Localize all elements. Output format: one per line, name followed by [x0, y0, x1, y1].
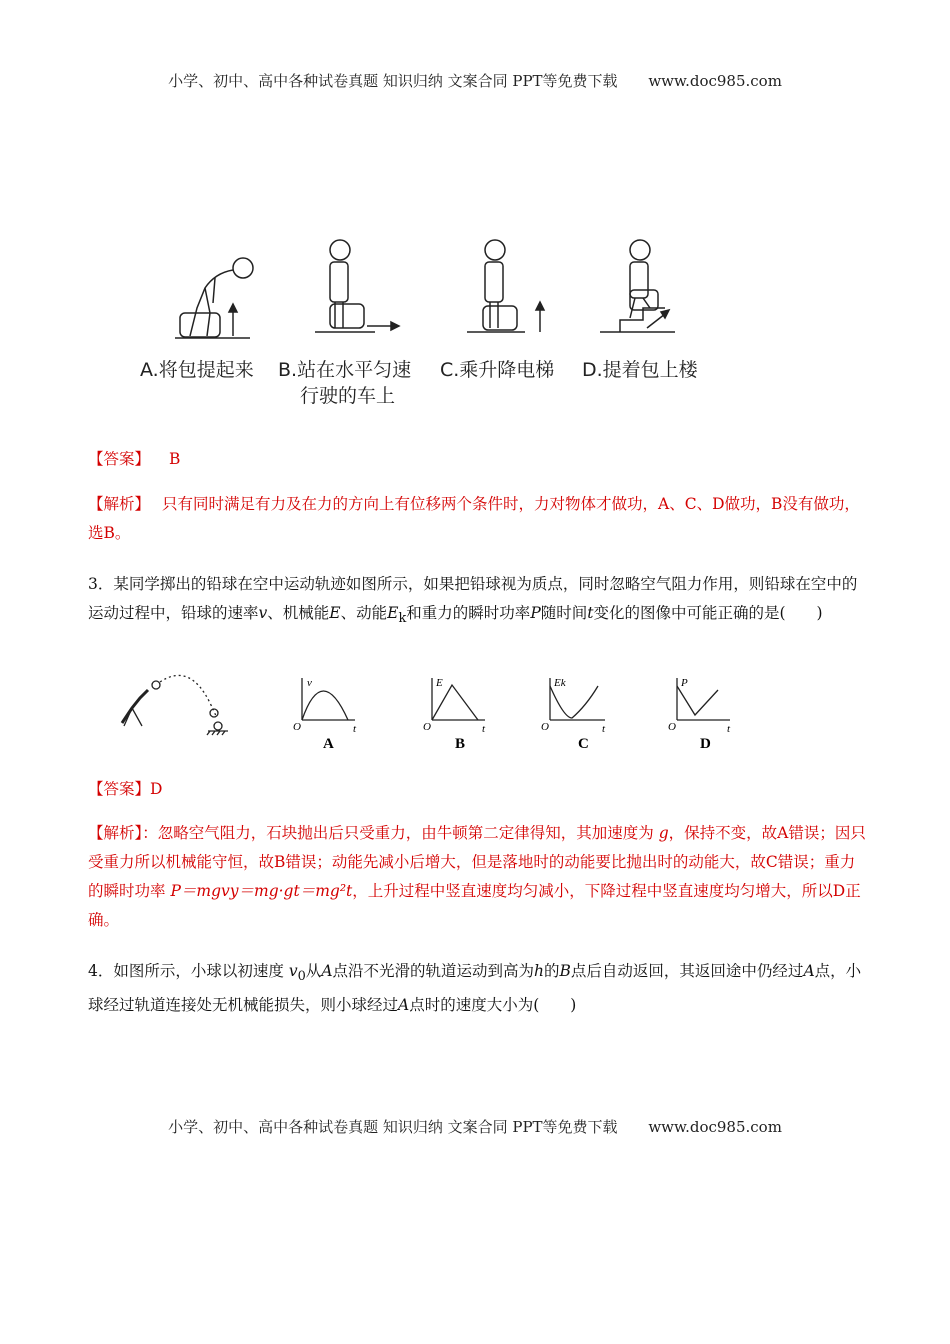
- var-ek: E: [387, 604, 399, 622]
- q3-analysis: [88, 819, 868, 935]
- page-footer: [0, 1116, 950, 1137]
- graph-c-origin: O: [541, 721, 549, 733]
- var-h: h: [534, 962, 545, 980]
- header-site[interactable]: www.doc985.com: [648, 72, 782, 90]
- var-a: A: [803, 962, 815, 980]
- analysis-text: ，保持不变，故A错误；因只受重力所以机械能守恒，故B错误；动能先减小后增大，但是落地时的动能要比抛出时的动能大，故C错误；重力的瞬时功率: [88, 824, 866, 900]
- analysis-text: 忽略空气阻力，石块抛出后只受重力，由牛顿第二定律得知，其加速度为: [157, 824, 659, 842]
- q4-text: 点时的速度大小为( ): [409, 996, 577, 1015]
- footer-site[interactable]: www.doc985.com: [648, 1118, 782, 1136]
- var-a: A: [398, 996, 410, 1015]
- analysis-text: 只有同时满足有力及在力的方向上有位移两个条件时，力对物体才做功，A、C、D做功，B没有做功，选B。: [88, 495, 860, 542]
- var-v0-sub: 0: [297, 969, 306, 985]
- q3-figures: [110, 668, 760, 758]
- graph-d-label: D: [700, 736, 711, 752]
- q4-text: 从: [305, 962, 322, 980]
- graph-b-ylabel: E: [436, 677, 443, 689]
- q3-text: 随时间: [540, 604, 588, 622]
- page-header: [0, 70, 950, 91]
- q4-text: 点，小球经过轨道连接处无机械能损失，则小球经过: [88, 962, 862, 1015]
- q4-text: 点沿不光滑的轨道运动到高为: [332, 962, 535, 980]
- graph-c-ylabel: Ek: [554, 677, 566, 689]
- figure-d-stairs: [600, 240, 675, 332]
- footer-text: 小学、初中、高中各种试卷真题 知识归纳 文案合同 PPT等免费下载: [168, 1118, 618, 1136]
- graph-a-label: A: [323, 736, 334, 752]
- graph-d-origin: O: [668, 721, 676, 733]
- graph-b-label: B: [455, 736, 466, 752]
- q3-text: 变化的图像中可能正确的是( ): [593, 604, 823, 622]
- question-number: 3．: [88, 575, 114, 593]
- q3-text: 某同学掷出的铅球在空中运动轨迹如图所示，如果把铅球视为质点，同时忽略空气阻力作用，则铅球在空中的运动过程中，铅球的速率: [88, 575, 858, 622]
- graph-a-origin: O: [293, 721, 301, 733]
- var-t: t: [587, 604, 594, 622]
- var-b: B: [559, 962, 571, 980]
- var-p: P: [530, 604, 541, 622]
- graph-a-ylabel: v: [307, 677, 312, 689]
- q4-text: 的: [544, 962, 560, 980]
- graph-b-xlabel: t: [482, 723, 486, 735]
- trajectory-figure: [122, 675, 228, 735]
- q2-illustrations: [135, 228, 735, 348]
- caption-c: C.乘升降电梯: [440, 359, 555, 381]
- graph-c-label: C: [578, 736, 589, 752]
- graph-a-xlabel: t: [353, 723, 357, 735]
- q4-text: 点后自动返回，其返回途中仍经过: [570, 962, 804, 980]
- graph-c-xlabel: t: [602, 723, 606, 735]
- graph-d-ylabel: P: [681, 677, 688, 689]
- analysis-label: 【解析】: [88, 495, 151, 513]
- q2-figure: [135, 228, 735, 408]
- q3-text: 、动能: [340, 604, 388, 622]
- q2-answer: [88, 447, 180, 469]
- figure-c-elevator: [467, 240, 544, 332]
- var-a: A: [321, 962, 333, 980]
- q2-analysis: [88, 490, 868, 548]
- caption-d: D.提着包上楼: [582, 359, 698, 381]
- graph-d-xlabel: t: [727, 723, 731, 735]
- answer-label: 【答案】: [88, 450, 151, 468]
- header-text: 小学、初中、高中各种试卷真题 知识归纳 文案合同 PPT等免费下载: [168, 72, 618, 90]
- caption-b-line1: B.站在水平匀速: [278, 359, 412, 381]
- figure-b-standing: [315, 240, 399, 332]
- answer-label: 【答案】: [88, 780, 151, 798]
- var-e: E: [329, 604, 341, 622]
- answer-value: D: [150, 780, 163, 798]
- q3-text: 和重力的瞬时功率: [406, 604, 531, 622]
- power-formula: P＝mgvy＝mg·gt＝mg²t: [170, 882, 353, 900]
- q3-answer: [88, 777, 162, 799]
- question-number: 4．: [88, 962, 114, 980]
- caption-b-line2: 行驶的车上: [300, 385, 396, 407]
- figure-a-lift-bag: [175, 258, 253, 338]
- analysis-label: 【解析】：: [88, 824, 158, 842]
- q4-stem: [88, 957, 868, 1020]
- var-v: v: [258, 604, 268, 622]
- q4-text: 如图所示，小球以初速度: [113, 962, 289, 980]
- analysis-text: ，上升过程中竖直速度均匀减小，下降过程中竖直速度均匀增大，所以D正确。: [88, 882, 861, 929]
- var-ek-sub: k: [398, 611, 407, 627]
- answer-value: B: [168, 450, 181, 468]
- var-g: g: [658, 824, 669, 842]
- q3-stem: [88, 570, 868, 633]
- q3-text: 、机械能: [267, 604, 330, 622]
- caption-a: A.将包提起来: [140, 359, 254, 381]
- graph-b-origin: O: [423, 721, 431, 733]
- var-v0: v: [288, 962, 298, 980]
